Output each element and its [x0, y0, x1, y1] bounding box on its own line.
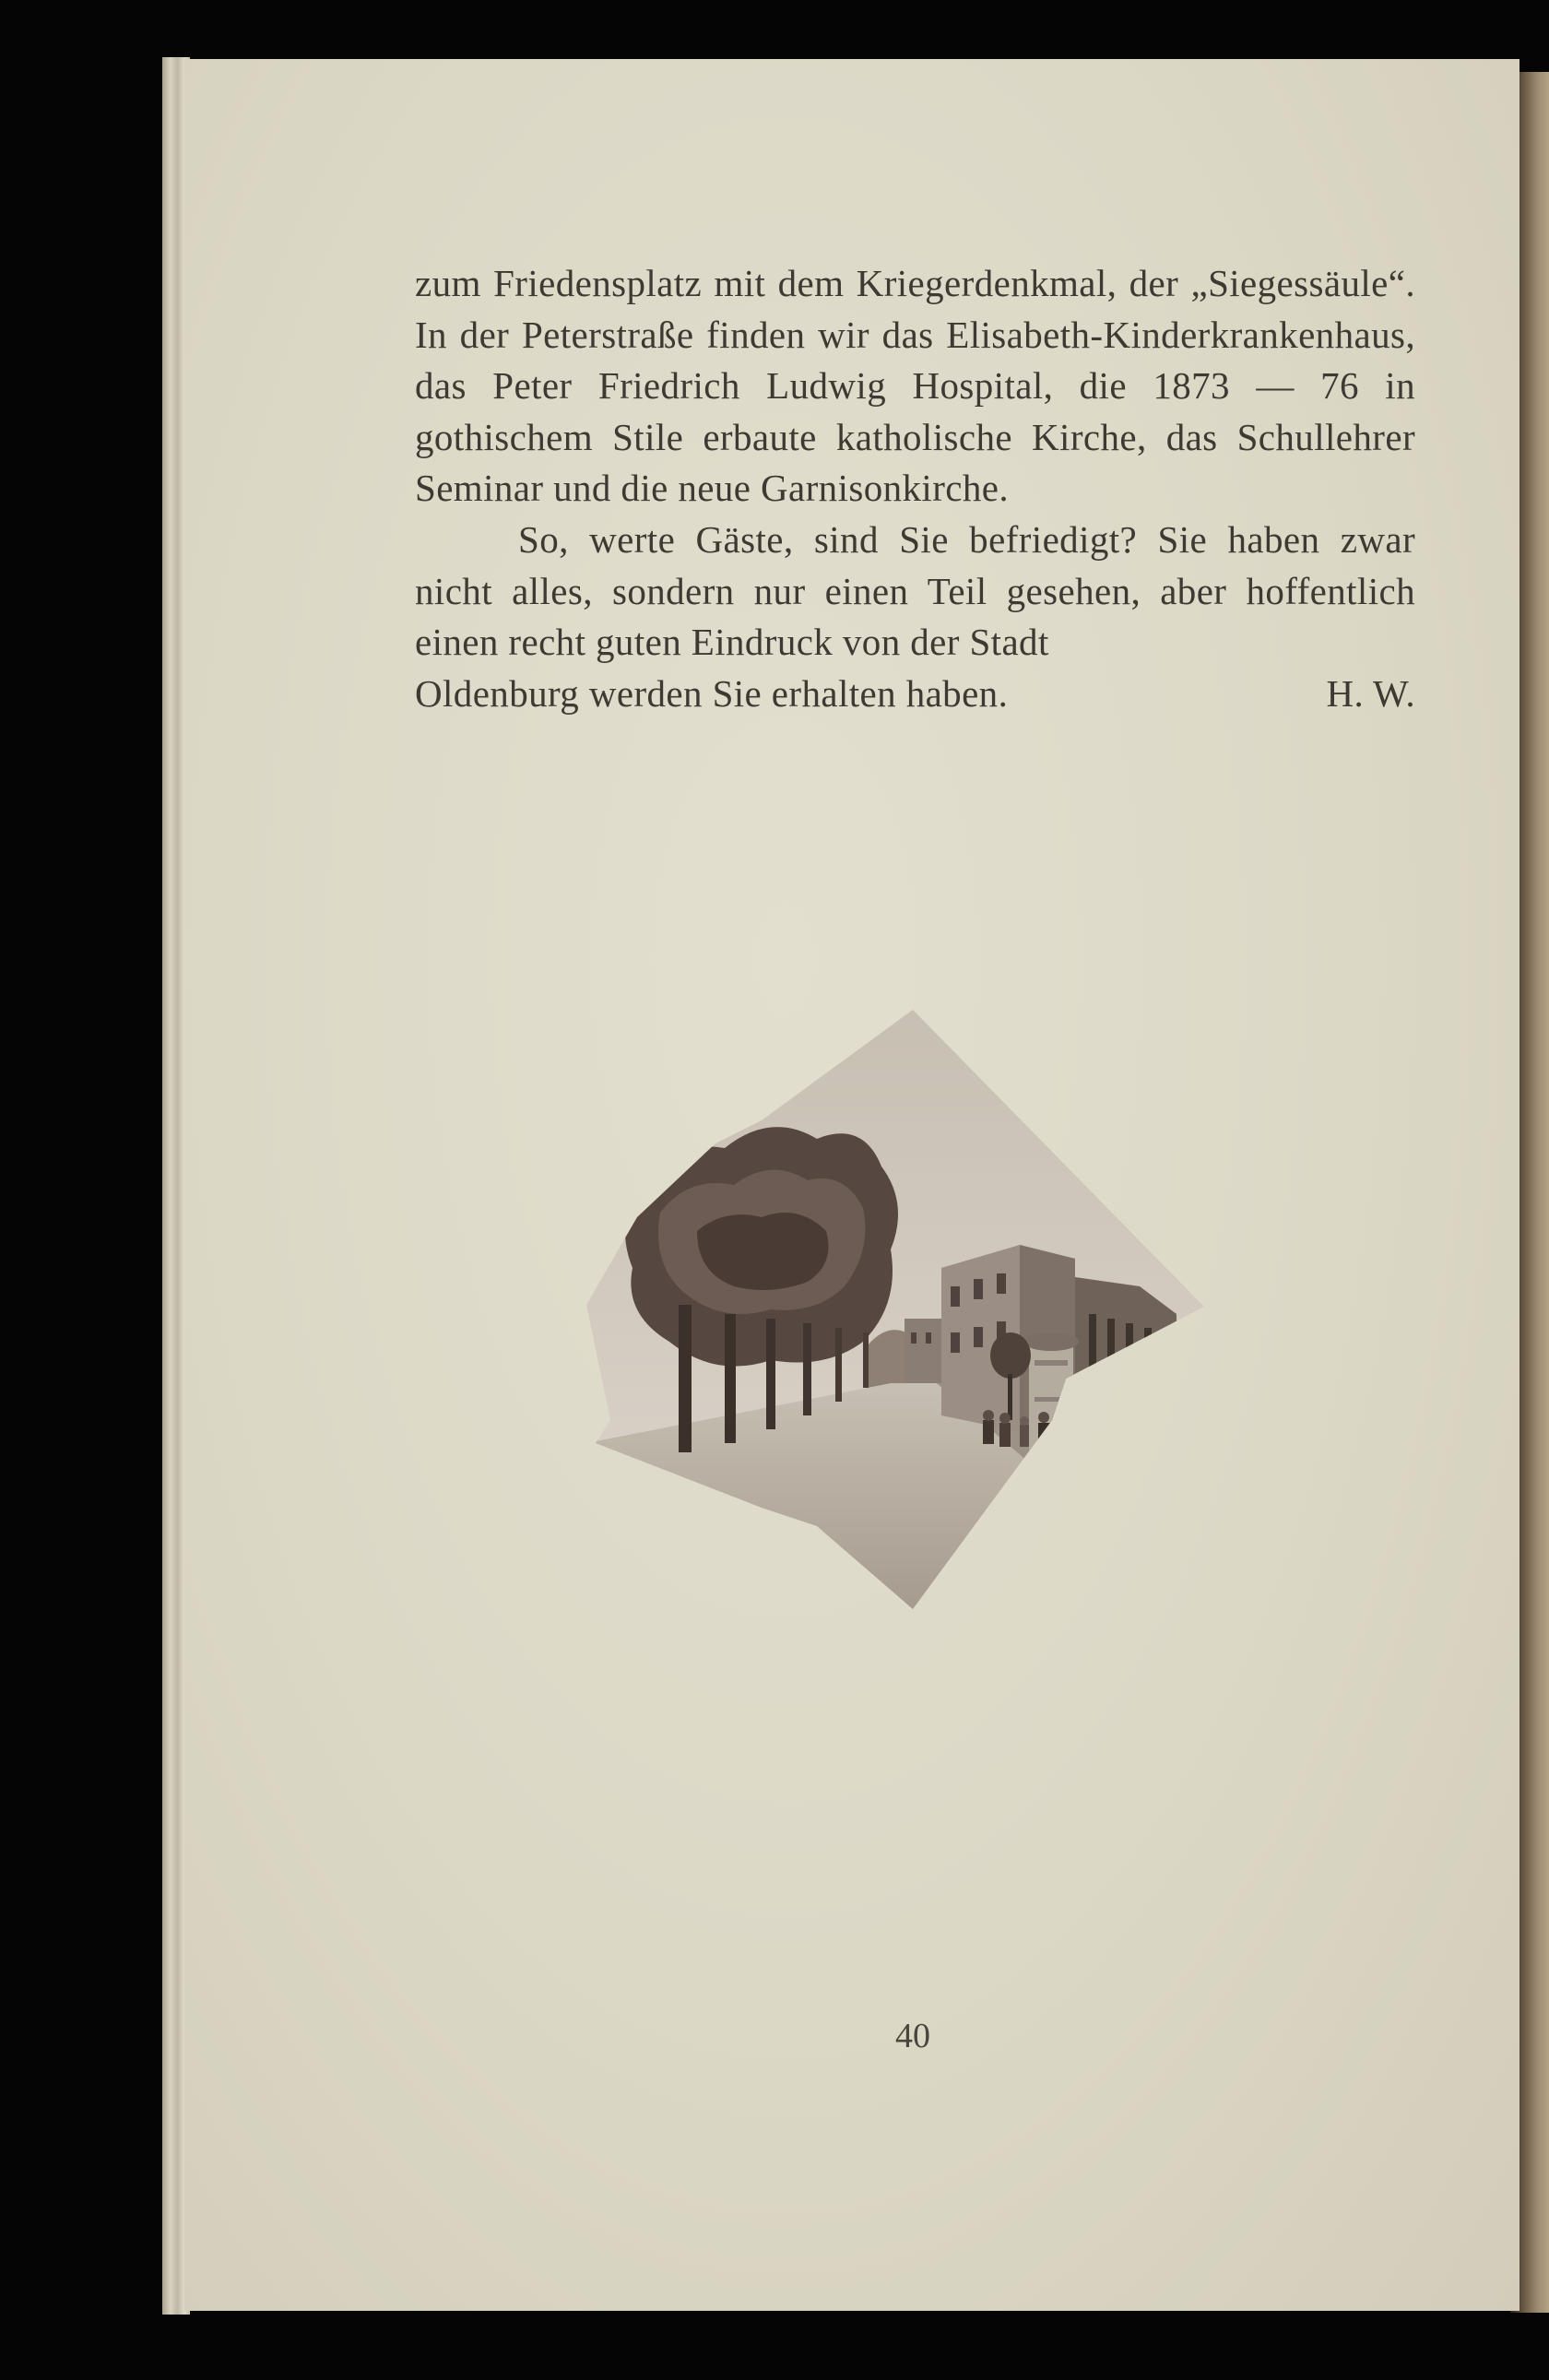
closing-line	[415, 669, 1415, 720]
paragraph-1: zum Friedensplatz mit dem Kriegerdenkmal, der „Siegessäule“. In der Peterstraße finden wir das Elisabeth-Kinderkrankenhaus, das Peter Friedrich Ludwig Hospital, die 1873 — 76 in gothischem Stile erbaute katholische Kirche, das Schullehrer Seminar und die neue Garnisonkirche.	[415, 262, 1415, 510]
illustration-content	[586, 1010, 1204, 1609]
body-text	[415, 258, 1415, 719]
street-scene-illustration	[586, 1010, 1204, 1609]
paragraph-2-last-line: Oldenburg werden Sie erhalten haben.	[415, 671, 1009, 715]
page-number: 40	[895, 2017, 930, 2055]
paragraph-2	[415, 515, 1415, 669]
paragraph-2-text: So, werte Gäste, sind Sie befriedigt? Sie haben zwar nicht alles, sondern nur einen Teil gesehen, aber hoffentlich einen recht guten Eindruck von der Stadt	[415, 517, 1415, 664]
author-signature: H. W.	[1326, 671, 1415, 715]
